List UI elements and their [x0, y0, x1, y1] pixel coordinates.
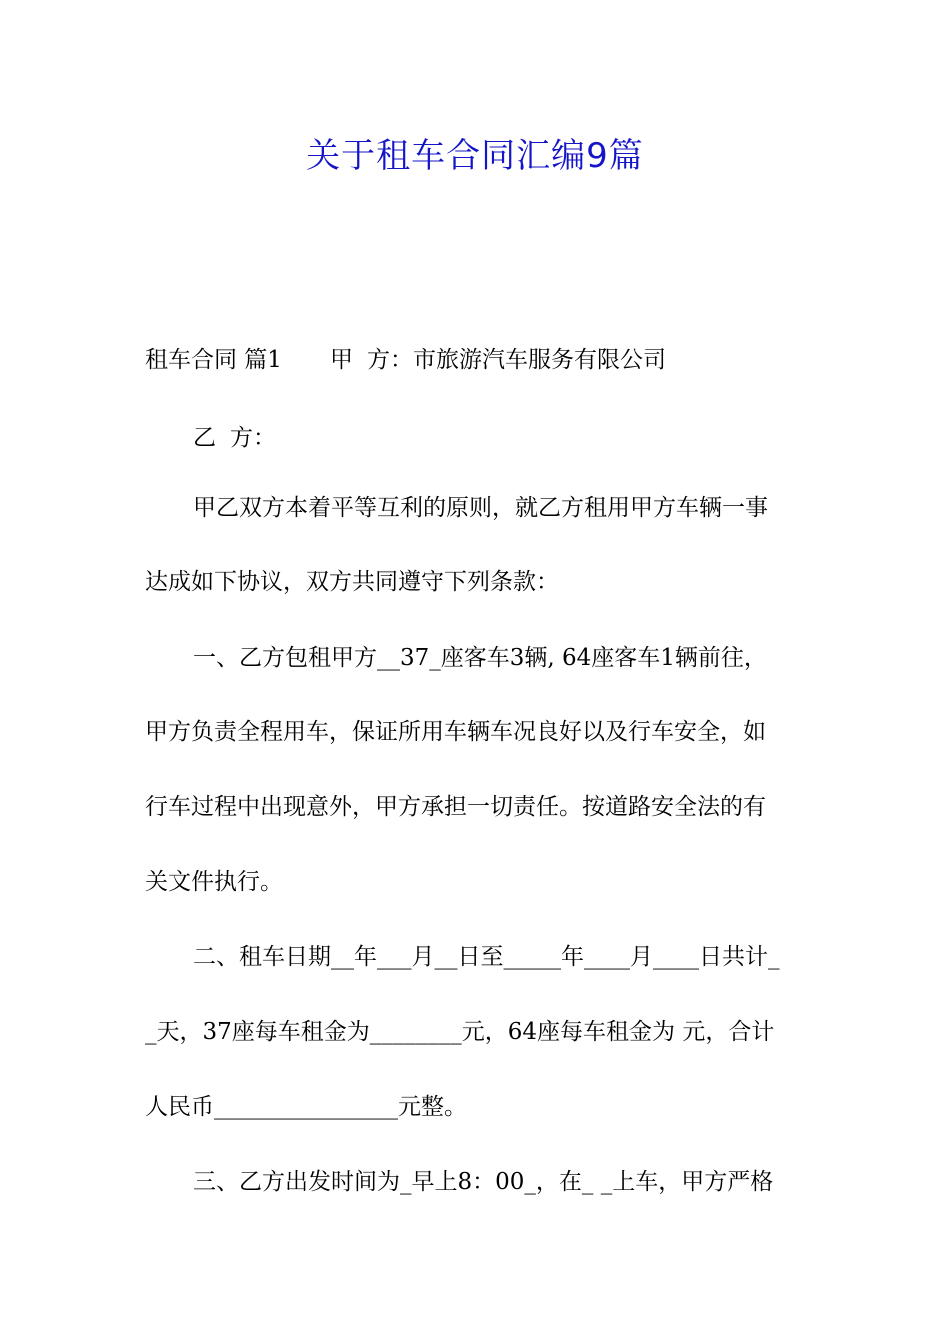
paragraph-line: 二、租车日期__年___月__日至_____年____月____日共计_ — [193, 944, 780, 970]
paragraph-line: 甲方负责全程用车，保证所用车辆车况良好以及行车安全，如 — [145, 719, 766, 745]
party-b-label: 乙 — [193, 425, 216, 451]
paragraph-line: 关文件执行。 — [145, 869, 283, 895]
party-b-row — [193, 423, 276, 453]
paragraph-line: 甲乙双方本着平等互利的原则，就乙方租用甲方车辆一事 — [193, 495, 768, 521]
party-a-text: 方：市旅游汽车服务有限公司 — [366, 347, 666, 373]
paragraph-line: 达成如下协议，双方共同遵守下列条款： — [145, 569, 559, 595]
section-label: 租车合同 篇1 — [145, 347, 282, 373]
paragraph-line: 行车过程中出现意外，甲方承担一切责任。按道路安全法的有 — [145, 794, 766, 820]
party-b-text: 方： — [230, 425, 276, 451]
section-heading-row — [145, 345, 666, 375]
paragraph-line: 三、乙方出发时间为_早上8：00_，在_ _上车，甲方严格 — [193, 1169, 774, 1195]
paragraph-line: 人民币________________元整。 — [145, 1094, 467, 1120]
paragraph-line: _天，37座每车租金为________元，64座每车租金为 元，合计 — [145, 1019, 775, 1045]
paragraph-line: 一、乙方包租甲方__37_座客车3辆, 64座客车1辆前往， — [193, 645, 767, 671]
document-title: 关于租车合同汇编9篇 — [306, 136, 644, 176]
party-a-label: 甲 — [329, 347, 353, 373]
